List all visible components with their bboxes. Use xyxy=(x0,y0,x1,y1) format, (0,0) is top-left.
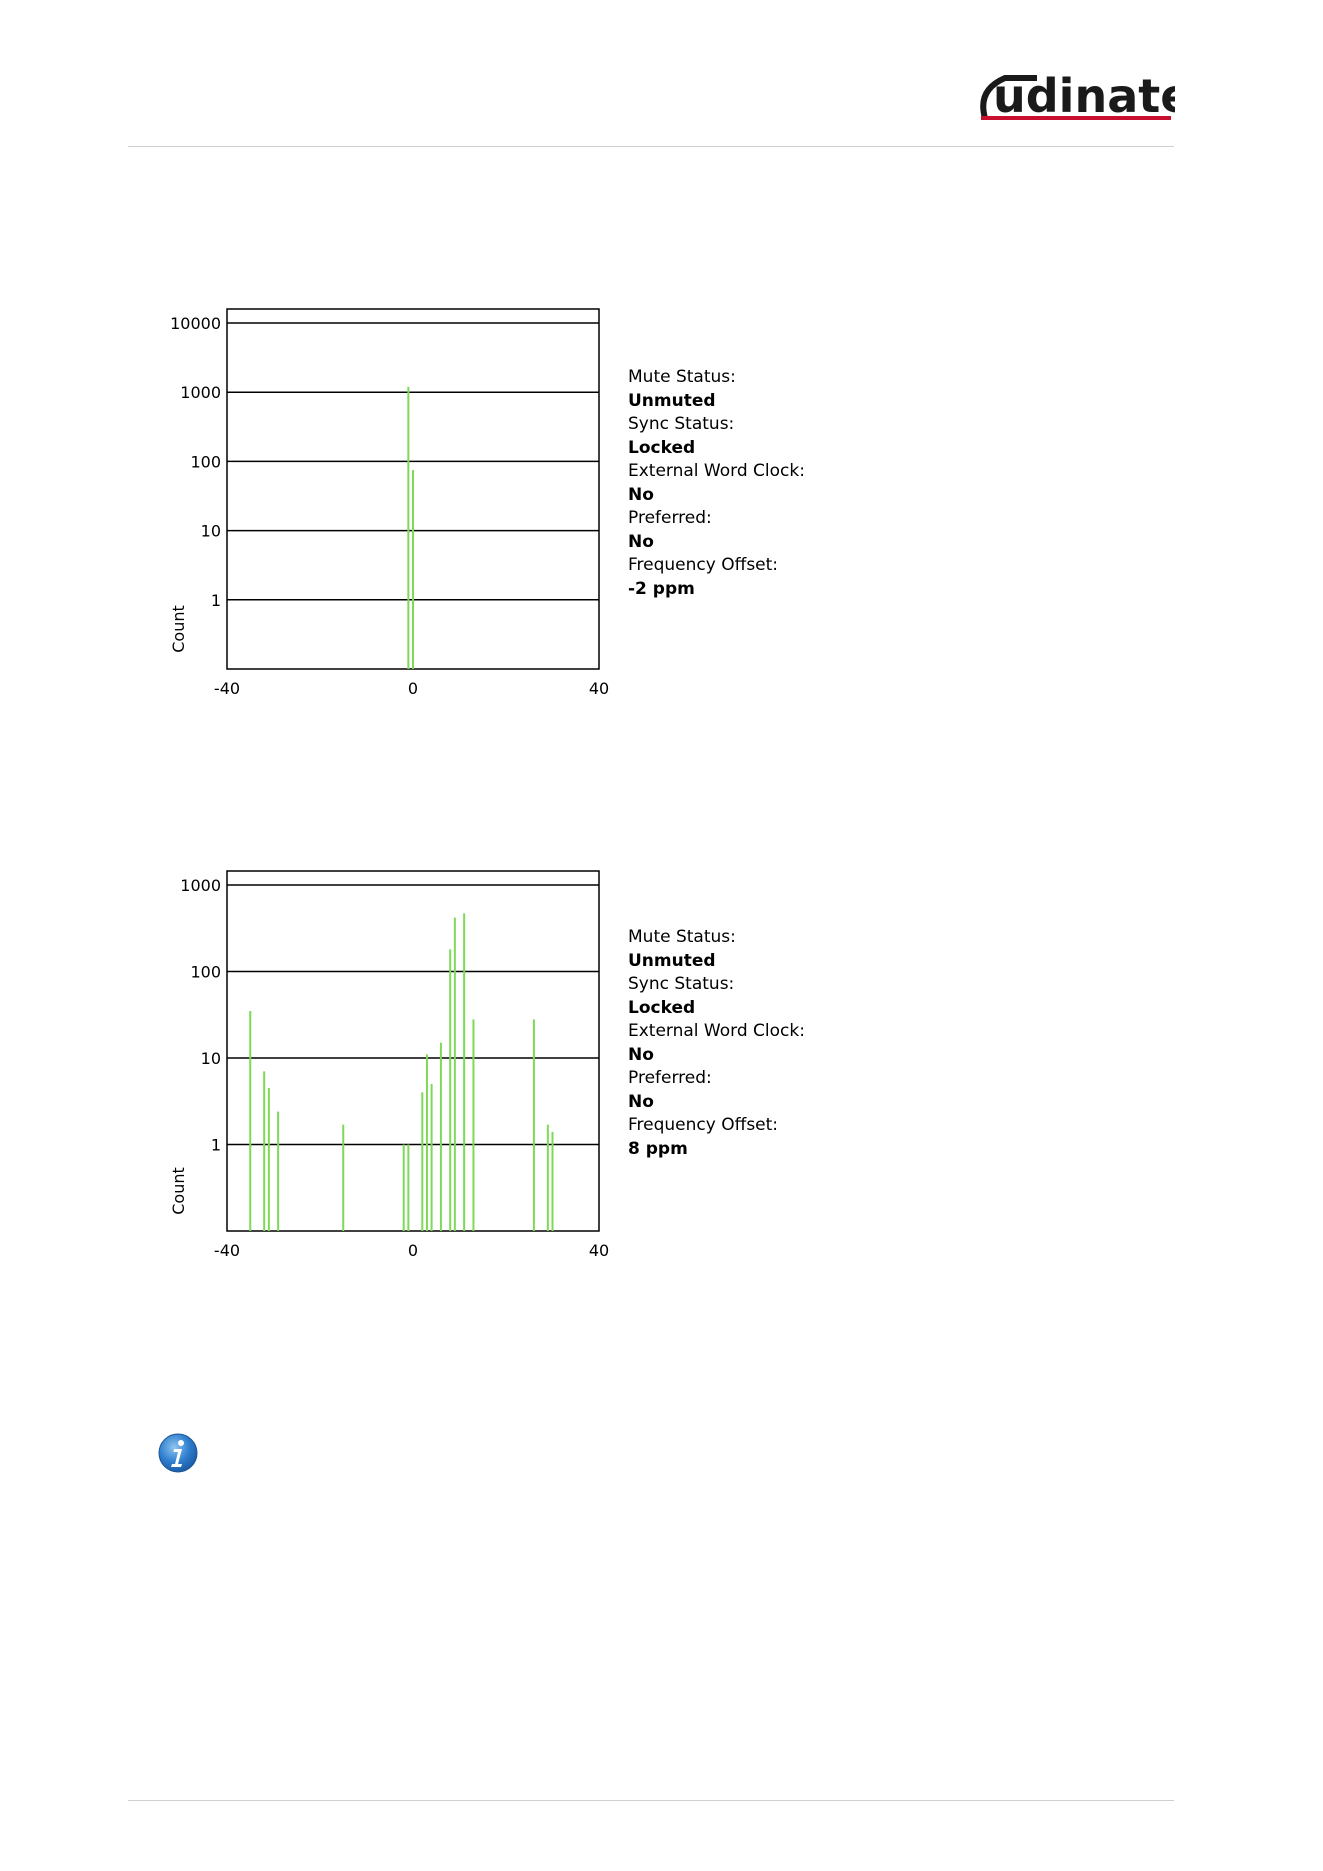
info-icon xyxy=(157,1432,199,1474)
histogram-svg-1 xyxy=(160,296,620,716)
histogram-chart-1 xyxy=(160,296,620,716)
frequency-offset-value: -2 ppm xyxy=(628,578,695,599)
y-axis-label: Count xyxy=(169,1167,188,1215)
mute-status-value: Unmuted xyxy=(628,950,716,971)
y-tick-label: 10000 xyxy=(170,314,221,333)
status-panel-1 xyxy=(628,366,868,601)
x-tick-label: 40 xyxy=(588,679,610,698)
y-axis-label: Count xyxy=(169,605,188,653)
y-tick-label: 100 xyxy=(190,452,221,472)
frequency-offset-label: Frequency Offset: xyxy=(628,1115,779,1135)
plot-area xyxy=(227,871,599,1231)
external-word-clock-value: No xyxy=(628,1044,654,1065)
y-tick-label: 1000 xyxy=(180,383,221,403)
mute-status-label: Mute Status: xyxy=(628,927,736,947)
mute-status-value: Unmuted xyxy=(628,390,716,411)
x-tick-label: 0 xyxy=(407,1241,419,1260)
mute-status-label: Mute Status: xyxy=(628,367,736,387)
external-word-clock-label: External Word Clock: xyxy=(628,461,805,481)
external-word-clock-value: No xyxy=(628,484,654,505)
frequency-offset-value: 8 ppm xyxy=(628,1138,688,1159)
sync-status-label: Sync Status: xyxy=(628,974,735,994)
footer-divider xyxy=(128,1800,1174,1801)
status-panel-2 xyxy=(628,926,868,1161)
x-tick-label: -40 xyxy=(213,679,241,698)
y-tick-label: 1 xyxy=(210,1135,221,1155)
x-tick-label: 0 xyxy=(407,679,419,698)
y-tick-label: 1 xyxy=(210,590,221,610)
external-word-clock-label: External Word Clock: xyxy=(628,1021,805,1041)
y-tick-label: 1000 xyxy=(180,876,221,895)
y-tick-label: 10 xyxy=(200,1049,221,1068)
svg-text:udinate: udinate xyxy=(993,69,1175,123)
y-tick-label: 100 xyxy=(190,962,221,982)
x-tick-label: -40 xyxy=(213,1241,241,1260)
preferred-label: Preferred: xyxy=(628,1068,712,1088)
preferred-label: Preferred: xyxy=(628,508,712,528)
x-tick-label: 40 xyxy=(588,1241,610,1260)
header-divider xyxy=(128,146,1174,147)
histogram-chart-2 xyxy=(160,858,620,1278)
preferred-value: No xyxy=(628,1091,654,1112)
frequency-offset-label: Frequency Offset: xyxy=(628,555,779,575)
audinate-logo xyxy=(975,66,1175,126)
y-tick-label: 10 xyxy=(200,521,221,541)
sync-status-label: Sync Status: xyxy=(628,414,735,434)
sync-status-value: Locked xyxy=(628,437,696,458)
audinate-logo-mark xyxy=(975,66,1175,126)
histogram-svg-2 xyxy=(160,858,620,1278)
preferred-value: No xyxy=(628,531,654,552)
sync-status-value: Locked xyxy=(628,997,696,1018)
